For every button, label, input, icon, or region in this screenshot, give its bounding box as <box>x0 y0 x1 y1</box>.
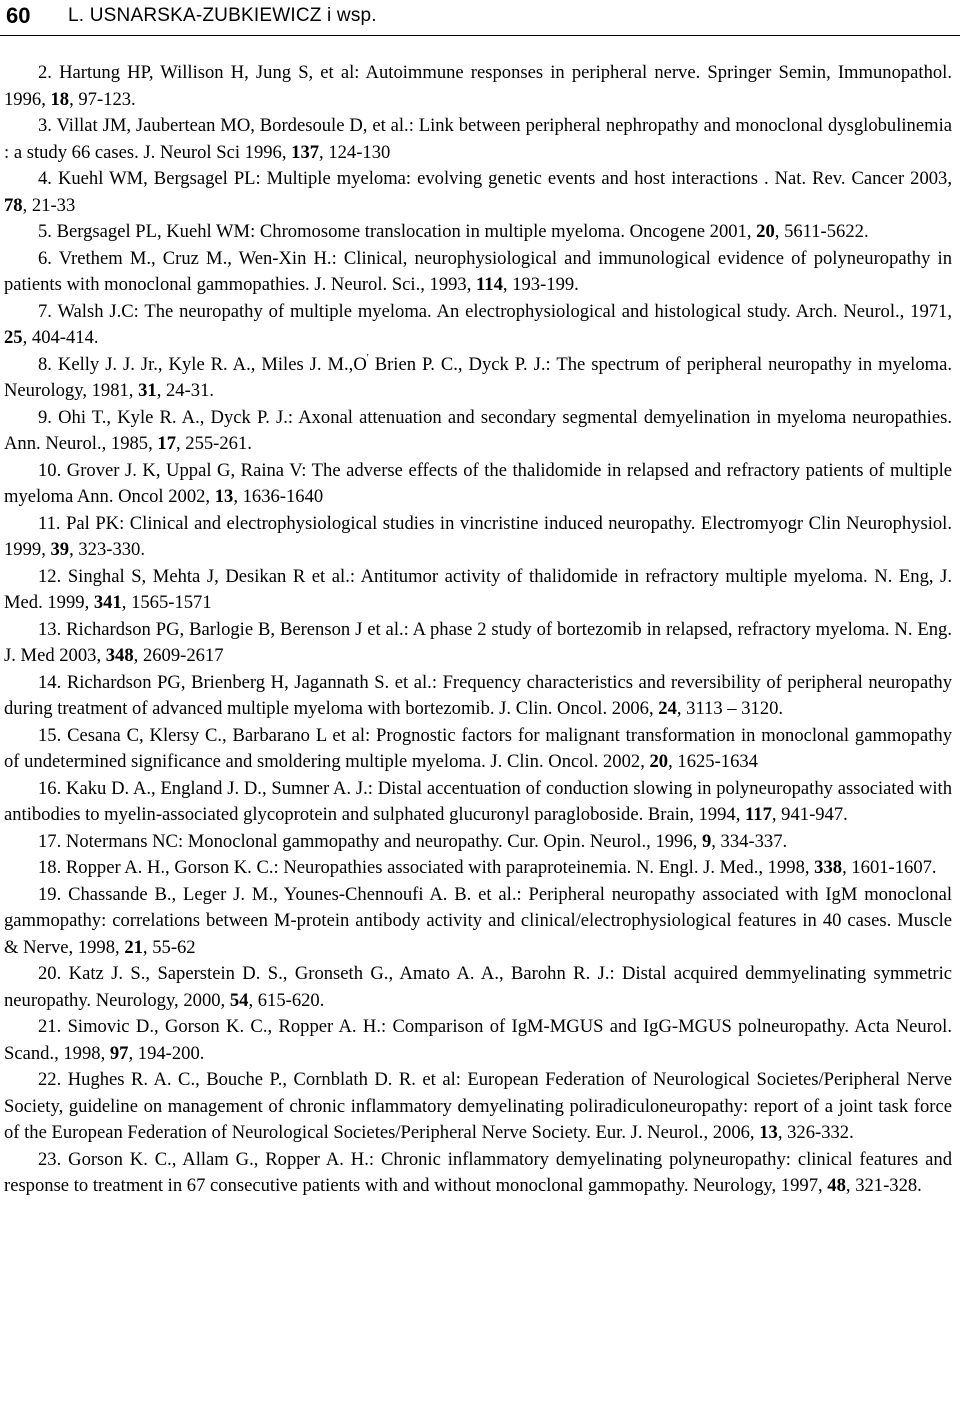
header-rule <box>0 35 960 36</box>
reference-item: 4. Kuehl WM, Bergsagel PL: Multiple myeloma: evolving genetic events and host interactions . Nat. Rev. Cancer 2003, 78, 21-33 <box>4 168 952 216</box>
reference-item: 10. Grover J. K, Uppal G, Raina V: The adverse effects of the thalidomide in relapsed and refractory patients of multiple myeloma Ann. Oncol 2002, 13, 1636-1640 <box>4 459 952 507</box>
reference-item: 19. Chassande B., Leger J. M., Younes-Chennoufi A. B. et al.: Peripheral neuropathy associated with IgM monoclonal gammopathy: correlations between M-protein antibody activity and clinical/electrophysiological features in 40 cases. Muscle & Nerve, 1998, 21, 55-62 <box>4 883 952 958</box>
reference-item: 15. Cesana C, Klersy C., Barbarano L et al: Prognostic factors for malignant transformation in monoclonal gammopathy of undetermined significance and smoldering multiple myeloma. J. Clin. Oncol. 2002, 20, 1625-1634 <box>4 724 952 772</box>
reference-item: 16. Kaku D. A., England J. D., Sumner A. J.: Distal accentuation of conduction slowing in polyneuropathy associated with antibodies to myelin-associated glycoprotein and sulphated glucuronyl paragloboside. Brain, 1994, 117, 941-947. <box>4 777 952 825</box>
reference-item: 12. Singhal S, Mehta J, Desikan R et al.: Antitumor activity of thalidomide in refractory multiple myeloma. N. Eng, J. Med. 1999, 341, 1565-1571 <box>4 565 952 613</box>
running-head: L. USNARSKA-ZUBKIEWICZ i wsp. <box>68 5 377 26</box>
reference-item: 9. Ohi T., Kyle R. A., Dyck P. J.: Axonal attenuation and secondary segmental demyelination in myeloma neuropathies. Ann. Neurol., 1985, 17, 255-261. <box>4 406 952 454</box>
reference-item: 17. Notermans NC: Monoclonal gammopathy and neuropathy. Cur. Opin. Neurol., 1996, 9, 334-337. <box>38 830 788 852</box>
page-number: 60 <box>6 3 31 28</box>
reference-item: 2. Hartung HP, Willison H, Jung S, et al: Autoimmune responses in peripheral nerve. Springer Semin, Immunopathol. 1996, 18, 97-123. <box>4 62 952 110</box>
reference-item: 5. Bergsagel PL, Kuehl WM: Chromosome translocation in multiple myeloma. Oncogene 2001, 20, 5611-5622. <box>38 221 869 242</box>
reference-item: 23. Gorson K. C., Allam G., Ropper A. H.: Chronic inflammatory demyelinating polyneuropathy: clinical features and response to treatment in 67 consecutive patients with and without monoclonal gammopathy. Neurology, 1997, 48, 321-328. <box>4 1148 952 1196</box>
reference-list <box>4 60 952 1200</box>
reference-item: 20. Katz J. S., Saperstein D. S., Gronseth G., Amato A. A., Barohn R. J.: Distal acquired demmyelinating symmetric neuropathy. Neurology, 2000, 54, 615-620. <box>4 963 952 1011</box>
reference-item: 3. Villat JM, Jaubertean MO, Bordesoule D, et al.: Link between peripheral nephropathy and monoclonal dysglobulinemia : a study 66 cases. J. Neurol Sci 1996, 137, 124-130 <box>4 115 952 163</box>
reference-item: 6. Vrethem M., Cruz M., Wen-Xin H.: Clinical, neurophysiological and immunological evidence of polyneuropathy in patients with monoclonal gammopathies. J. Neurol. Sci., 1993, 114, 193-199. <box>4 247 952 295</box>
reference-item: 21. Simovic D., Gorson K. C., Ropper A. H.: Comparison of IgM-MGUS and IgG-MGUS polneuropathy. Acta Neurol. Scand., 1998, 97, 194-200. <box>4 1016 952 1064</box>
reference-item: 8. Kelly J. J. Jr., Kyle R. A., Miles J. M.,O' Brien P. C., Dyck P. J.: The spectrum of peripheral neuropathy in myeloma. Neurology, 1981, 31, 24-31. <box>4 351 952 401</box>
reference-item: 14. Richardson PG, Brienberg H, Jagannath S. et al.: Frequency characteristics and reversibility of peripheral neuropathy during treatment of advanced multiple myeloma with bortezomib. J. Clin. Oncol. 2006, 24, 3113 – 3120. <box>4 671 952 719</box>
page-header <box>0 0 960 38</box>
reference-item: 22. Hughes R. A. C., Bouche P., Cornblath D. R. et al: European Federation of Neurological Societes/Peripheral Nerve Society, guideline on management of chronic inflammatory demyelinating poliradiculoneuropathy: report of a joint task force of the European Federation of Neurological Societes/Peripheral Nerve Society. Eur. J. Neurol., 2006, 13, 326-332. <box>4 1069 952 1143</box>
reference-item: 7. Walsh J.C: The neuropathy of multiple myeloma. An electrophysiological and histological study. Arch. Neurol., 1971, 25, 404-414. <box>4 300 952 348</box>
reference-item: 11. Pal PK: Clinical and electrophysiological studies in vincristine induced neuropathy. Electromyogr Clin Neurophysiol. 1999, 39, 323-330. <box>4 512 952 560</box>
reference-item: 18. Ropper A. H., Gorson K. C.: Neuropathies associated with paraproteinemia. N. Engl. J. Med., 1998, 338, 1601-1607. <box>38 857 937 878</box>
reference-item: 13. Richardson PG, Barlogie B, Berenson J et al.: A phase 2 study of bortezomib in relapsed, refractory myeloma. N. Eng. J. Med 2003, 348, 2609-2617 <box>4 618 952 666</box>
